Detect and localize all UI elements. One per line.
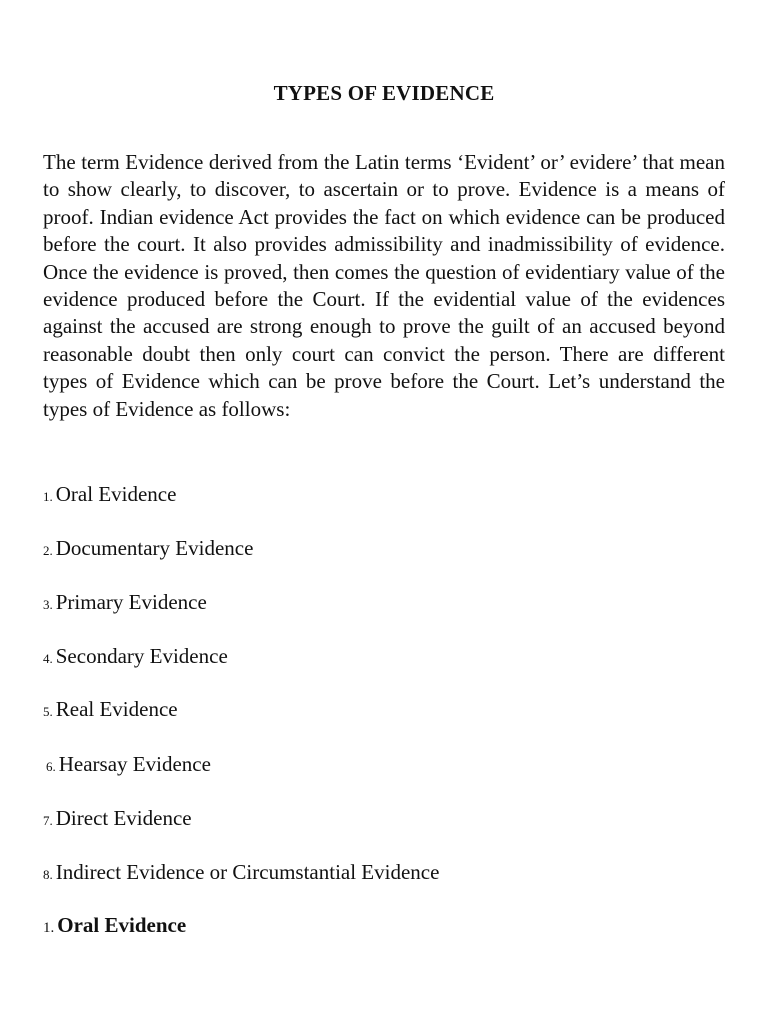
list-item bbox=[43, 589, 207, 618]
list-item-label: Direct Evidence bbox=[55, 806, 192, 830]
list-item-label: Real Evidence bbox=[55, 697, 178, 721]
list-item bbox=[43, 805, 192, 834]
section-number: 1. bbox=[43, 920, 55, 936]
list-item-number: 2. bbox=[43, 543, 53, 558]
list-item bbox=[43, 696, 178, 725]
list-item bbox=[43, 643, 228, 672]
list-item-label: Secondary Evidence bbox=[55, 644, 228, 668]
list-item-label: Primary Evidence bbox=[55, 590, 207, 614]
list-item bbox=[46, 751, 211, 780]
list-item-label: Documentary Evidence bbox=[55, 536, 254, 560]
document-title: TYPES OF EVIDENCE bbox=[273, 81, 495, 105]
list-item-label: Indirect Evidence or Circumstantial Evidence bbox=[55, 860, 440, 884]
list-item-label: Oral Evidence bbox=[55, 482, 177, 506]
list-item-number: 3. bbox=[43, 597, 53, 612]
list-item bbox=[43, 859, 439, 888]
list-item-number: 1. bbox=[43, 489, 53, 504]
list-item-label: Hearsay Evidence bbox=[58, 752, 211, 776]
list-item bbox=[43, 481, 176, 510]
list-item-number: 7. bbox=[43, 813, 53, 828]
list-item-number: 8. bbox=[43, 867, 53, 882]
section-heading-oral-evidence bbox=[43, 912, 186, 941]
list-item bbox=[43, 535, 253, 564]
intro-paragraph: The term Evidence derived from the Latin terms ‘Evident’ or’ evidere’ that mean to show clearly, to discover, to ascertain or to prove. Evidence is a means of proof. Indian evidence Act provides the fact on which evidence can be produced before the court. It also provides admissibility and inadmissibility of evidence. Once the evidence is proved, then comes the question of evidentiary value of the evidence produced before the Court. If the evidential value of the evidences against the accused are strong enough to prove the guilt of an accused beyond reasonable doubt then only court can convict the person. There are different types of Evidence which can be prove before the Court. Let’s understand the types of Evidence as follows: bbox=[43, 150, 725, 421]
list-item-number: 4. bbox=[43, 651, 53, 666]
list-item-number: 5. bbox=[43, 704, 53, 719]
section-title: Oral Evidence bbox=[57, 913, 187, 937]
list-item-number: 6. bbox=[46, 759, 56, 774]
